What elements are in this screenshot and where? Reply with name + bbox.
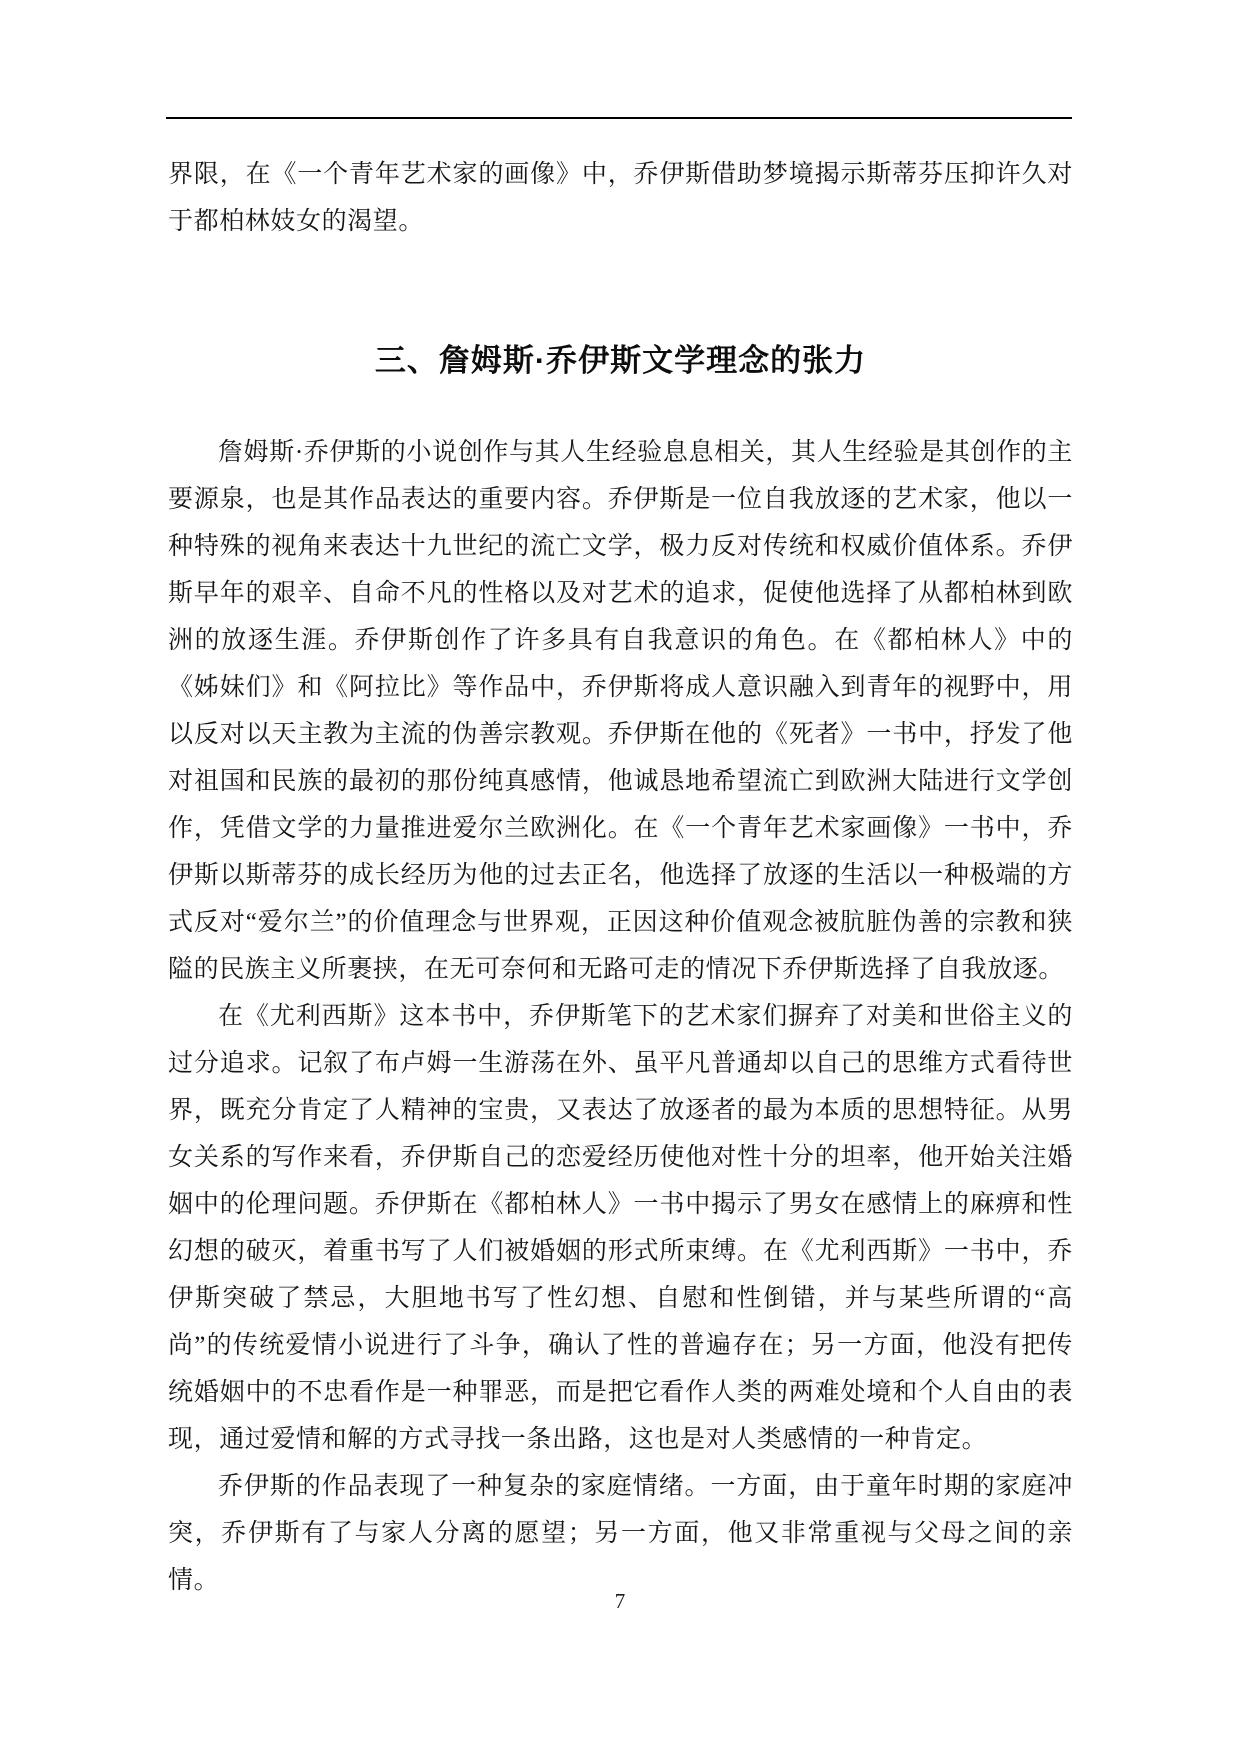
body-paragraph-3: 乔伊斯的作品表现了一种复杂的家庭情绪。一方面，由于童年时期的家庭冲突，乔伊斯有了与家人分离的愿望；另一方面，他又非常重视与父母之间的亲情。 <box>168 1473 1073 1594</box>
page-content <box>168 151 1073 1604</box>
body-paragraph-2: 在《尤利西斯》这本书中，乔伊斯笔下的艺术家们摒弃了对美和世俗主义的过分追求。记叙了布卢姆一生游荡在外、虽平凡普通却以自己的思维方式看待世界，既充分肯定了人精神的宝贵，又表达了放逐者的最为本质的思想特征。从男女关系的写作来看，乔伊斯自己的恋爱经历使他对性十分的坦率，他开始关注婚姻中的伦理问题。乔伊斯在《都柏林人》一书中揭示了男女在感情上的麻痹和性幻想的破灭，着重书写了人们被婚姻的形式所束缚。在《尤利西斯》一书中，乔伊斯突破了禁忌，大胆地书写了性幻想、自慰和性倒错，并与某些所谓的“高尚”的传统爱情小说进行了斗争，确认了性的普遍存在；另一方面，他没有把传统婚姻中的不忠看作是一种罪恶，而是把它看作人类的两难处境和个人自由的表现，通过爱情和解的方式寻找一条出路，这也是对人类感情的一种肯定。 <box>168 1003 1073 1453</box>
paragraph-continuation: 界限，在《一个青年艺术家的画像》中，乔伊斯借助梦境揭示斯蒂芬压抑许久对于都柏林妓女的渴望。 <box>168 161 1073 235</box>
page-number: 7 <box>614 1589 626 1613</box>
body-paragraph-1: 詹姆斯·乔伊斯的小说创作与其人生经验息息相关，其人生经验是其创作的主要源泉，也是其作品表达的重要内容。乔伊斯是一位自我放逐的艺术家，他以一种特殊的视角来表达十九世纪的流亡文学，极力反对传统和权威价值体系。乔伊斯早年的艰辛、自命不凡的性格以及对艺术的追求，促使他选择了从都柏林到欧洲的放逐生涯。乔伊斯创作了许多具有自我意识的角色。在《都柏林人》中的《姊妹们》和《阿拉比》等作品中，乔伊斯将成人意识融入到青年的视野中，用以反对以天主教为主流的伪善宗教观。乔伊斯在他的《死者》一书中，抒发了他对祖国和民族的最初的那份纯真感情，他诚恳地希望流亡到欧洲大陆进行文学创作，凭借文学的力量推进爱尔兰欧洲化。在《一个青年艺术家画像》一书中，乔伊斯以斯蒂芬的成长经历为他的过去正名，他选择了放逐的生活以一种极端的方式反对“爱尔兰”的价值理念与世界观，正因这种价值观念被肮脏伪善的宗教和狭隘的民族主义所裹挟，在无可奈何和无路可走的情况下乔伊斯选择了自我放逐。 <box>168 439 1073 983</box>
header-rule <box>166 117 1072 119</box>
section-heading: 三、詹姆斯·乔伊斯文学理念的张力 <box>374 343 867 378</box>
